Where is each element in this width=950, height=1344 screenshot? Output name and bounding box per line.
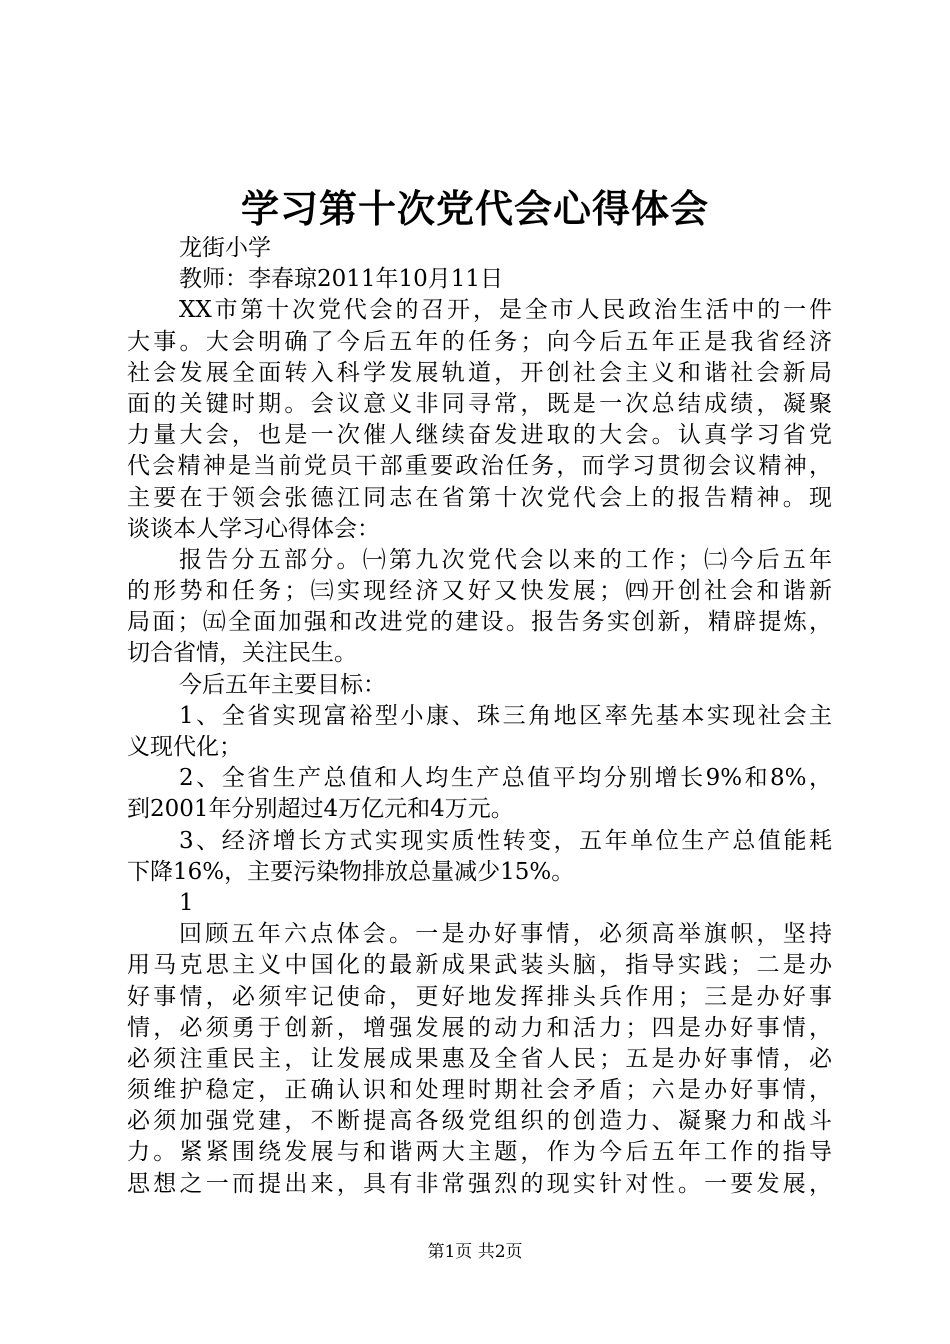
text-line: 教师：李春琼2011年10月11日 [179,266,504,293]
text-line: 必须注重民主，让发展成果惠及全省人民；五是办好事情，必 [127,1045,832,1072]
text-line: 力量大会，也是一次催人继续奋发进取的大会。认真学习省党 [127,422,832,449]
text-line: 义现代化； [127,734,242,760]
text-line: 回顾五年六点体会。一是办好事情，必须高举旗帜，坚持 [179,921,832,948]
text-line: 须维护稳定，正确认识和处理时期社会矛盾；六是办好事情， [127,1077,832,1104]
page-footer: 第1页 共2页 [427,1242,523,1262]
text-line: 报告分五部分。㈠第九次党代会以来的工作；㈡今后五年 [179,546,832,573]
text-line: 用马克思主义中国化的最新成果武装头脑，指导实践；二是办 [127,952,832,979]
text-line: 大事。大会明确了今后五年的任务；向今后五年正是我省经济 [127,328,832,355]
text-line: 1 [179,889,194,916]
text-line: 龙街小学 [179,235,271,261]
text-line: 局面；㈤全面加强和改进党的建设。报告务实创新，精辟提炼， [127,609,832,636]
text-line: 谈谈本人学习心得体会： [127,515,380,542]
text-line: 社会发展全面转入科学发展轨道，开创社会主义和谐社会新局 [127,359,832,386]
text-line: 力。紧紧围绕发展与和谐两大主题，作为今后五年工作的指导 [127,1139,832,1166]
text-line: 到2001年分别超过4万亿元和4万元。 [127,796,514,823]
text-line: 2、全省生产总值和人均生产总值平均分别增长9%和8%， [179,765,832,792]
document-title: 学习第十次党代会心得体会 [240,186,709,231]
text-line: 1、全省实现富裕型小康、珠三角地区率先基本实现社会主 [179,702,832,729]
text-line: 3、经济增长方式实现实质性转变，五年单位生产总值能耗 [179,827,832,854]
text-line: 切合省情，关注民生。 [127,640,357,667]
text-line: 思想之一而提出来，具有非常强烈的现实针对性。一要发展， [127,1170,832,1197]
text-line: 情，必须勇于创新，增强发展的动力和活力；四是办好事情， [127,1014,832,1041]
text-line: 好事情，必须牢记使命，更好地发挥排头兵作用；三是办好事 [127,983,832,1010]
text-line: XX市第十次党代会的召开，是全市人民政治生活中的一件 [179,297,832,324]
text-line: 下降16%，主要污染物排放总量减少15%。 [127,858,575,885]
text-line: 主要在于领会张德江同志在省第十次党代会上的报告精神。现 [127,484,832,511]
text-line: 代会精神是当前党员干部重要政治任务，而学习贯彻会议精神， [127,453,832,480]
document-body [127,233,832,1200]
text-line: 的形势和任务；㈢实现经济又好又快发展；㈣开创社会和谐新 [127,578,832,605]
text-line: 面的关键时期。会议意义非同寻常，既是一次总结成绩，凝聚 [127,390,832,417]
text-line: 今后五年主要目标： [179,671,386,698]
text-line: 必须加强党建，不断提高各级党组织的创造力、凝聚力和战斗 [127,1108,832,1135]
